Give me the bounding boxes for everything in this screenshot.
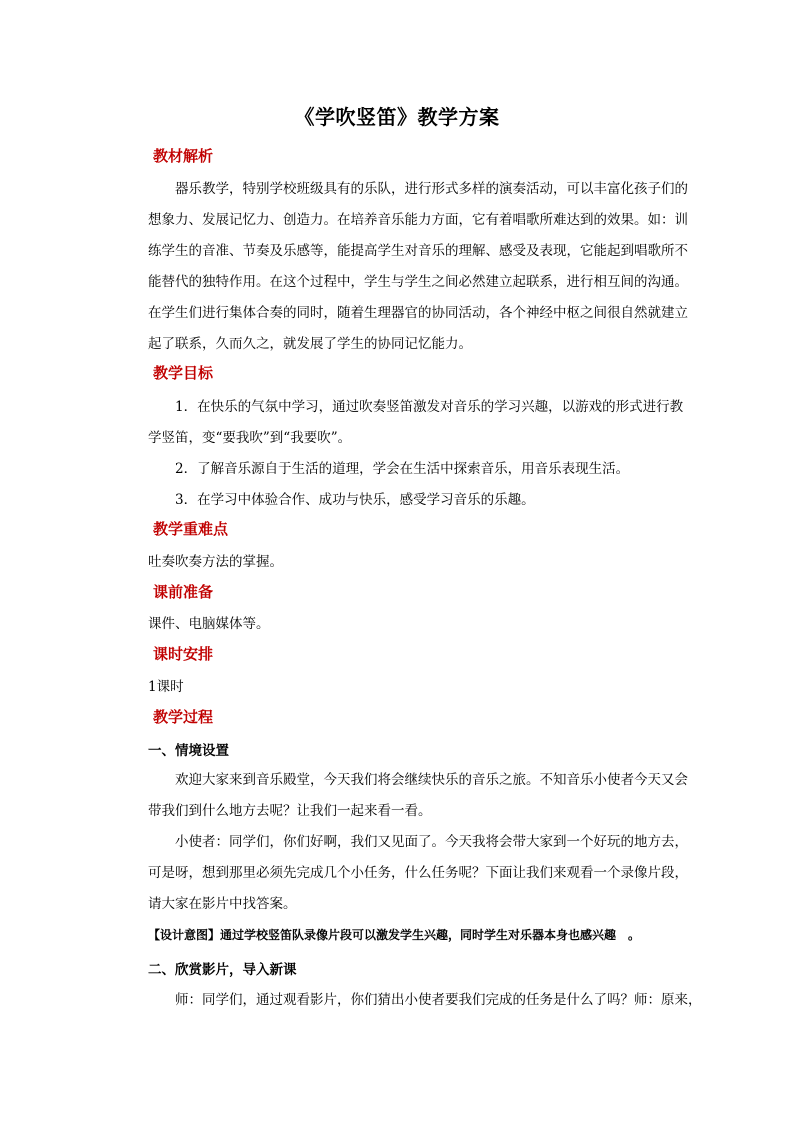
goal-1-line-1: 1．在快乐的气氛中学习，通过吹奏竖笛激发对音乐的学习兴趣，以游戏的形式进行教 (148, 399, 684, 415)
analysis-line-2: 想象力、发展记忆力、创造力。在培养音乐能力方面，它有着唱歌所难达到的效果。如：训 (148, 212, 688, 228)
heading-goals: 教学目标 (153, 364, 214, 382)
preparation-text: 课件、电脑媒体等。 (148, 616, 270, 632)
step-1-heading: 一、情境设置 (148, 743, 229, 759)
analysis-line-5: 在学生们进行集体合奏的同时，随着生理器官的协同活动，各个神经中枢之间很自然就建立 (148, 305, 688, 321)
analysis-line-6: 起了联系，久而久之，就发展了学生的协同记忆能力。 (148, 336, 472, 352)
goal-2: 2．了解音乐源自于生活的道理，学会在生活中探索音乐，用音乐表现生活。 (148, 461, 630, 477)
step-2-line-1: 师：同学们，通过观看影片，你们猜出小使者要我们完成的任务是什么了吗？师：原来， (148, 992, 702, 1008)
heading-analysis: 教材解析 (153, 147, 214, 165)
goal-1-line-2: 学竖笛，变“要我吹”到“我要吹”。 (148, 430, 352, 446)
heading-preparation: 课前准备 (153, 583, 214, 601)
analysis-line-3: 练学生的音准、节奏及乐感等，能提高学生对音乐的理解、感受及表现，它能起到唱歌所不 (148, 243, 688, 259)
goal-3: 3．在学习中体验合作、成功与快乐，感受学习音乐的乐趣。 (148, 492, 535, 508)
heading-key-points: 教学重难点 (153, 520, 229, 538)
step-1-paragraph-1-line-1: 欢迎大家来到音乐殿堂，今天我们将会继续快乐的音乐之旅。不知音乐小使者今天又会 (148, 772, 688, 788)
heading-process: 教学过程 (153, 708, 214, 726)
step-1-paragraph-2-line-1: 小使者：同学们，你们好啊，我们又见面了。今天我将会带大家到一个好玩的地方去， (148, 834, 688, 850)
step-1-paragraph-2-line-2: 可是呀，想到那里必须先完成几个小任务，什么任务呢？下面让我们来观看一个录像片段， (148, 865, 688, 881)
analysis-line-1: 器乐教学，特别学校班级具有的乐队，进行形式多样的演奏活动，可以丰富化孩子们的 (148, 181, 688, 197)
document-title: 《学吹竖笛》教学方案 (294, 105, 500, 129)
analysis-line-4: 能替代的独特作用。在这个过程中，学生与学生之间必然建立起联系，进行相互间的沟通。 (148, 274, 688, 290)
key-points-text: 吐奏吹奏方法的掌握。 (148, 554, 283, 570)
design-intent-note: 【设计意图】通过学校竖笛队录像片段可以激发学生兴趣，同时学生对乐器本身也感兴趣 。 (148, 928, 641, 942)
step-1-paragraph-1-line-2: 带我们到什么地方去呢？让我们一起来看一看。 (148, 803, 432, 819)
heading-schedule: 课时安排 (153, 645, 214, 663)
step-2-heading: 二、欣赏影片，导入新课 (148, 962, 297, 978)
step-1-paragraph-2-line-3: 请大家在影片中找答案。 (148, 896, 297, 912)
schedule-text: 1课时 (148, 679, 184, 695)
